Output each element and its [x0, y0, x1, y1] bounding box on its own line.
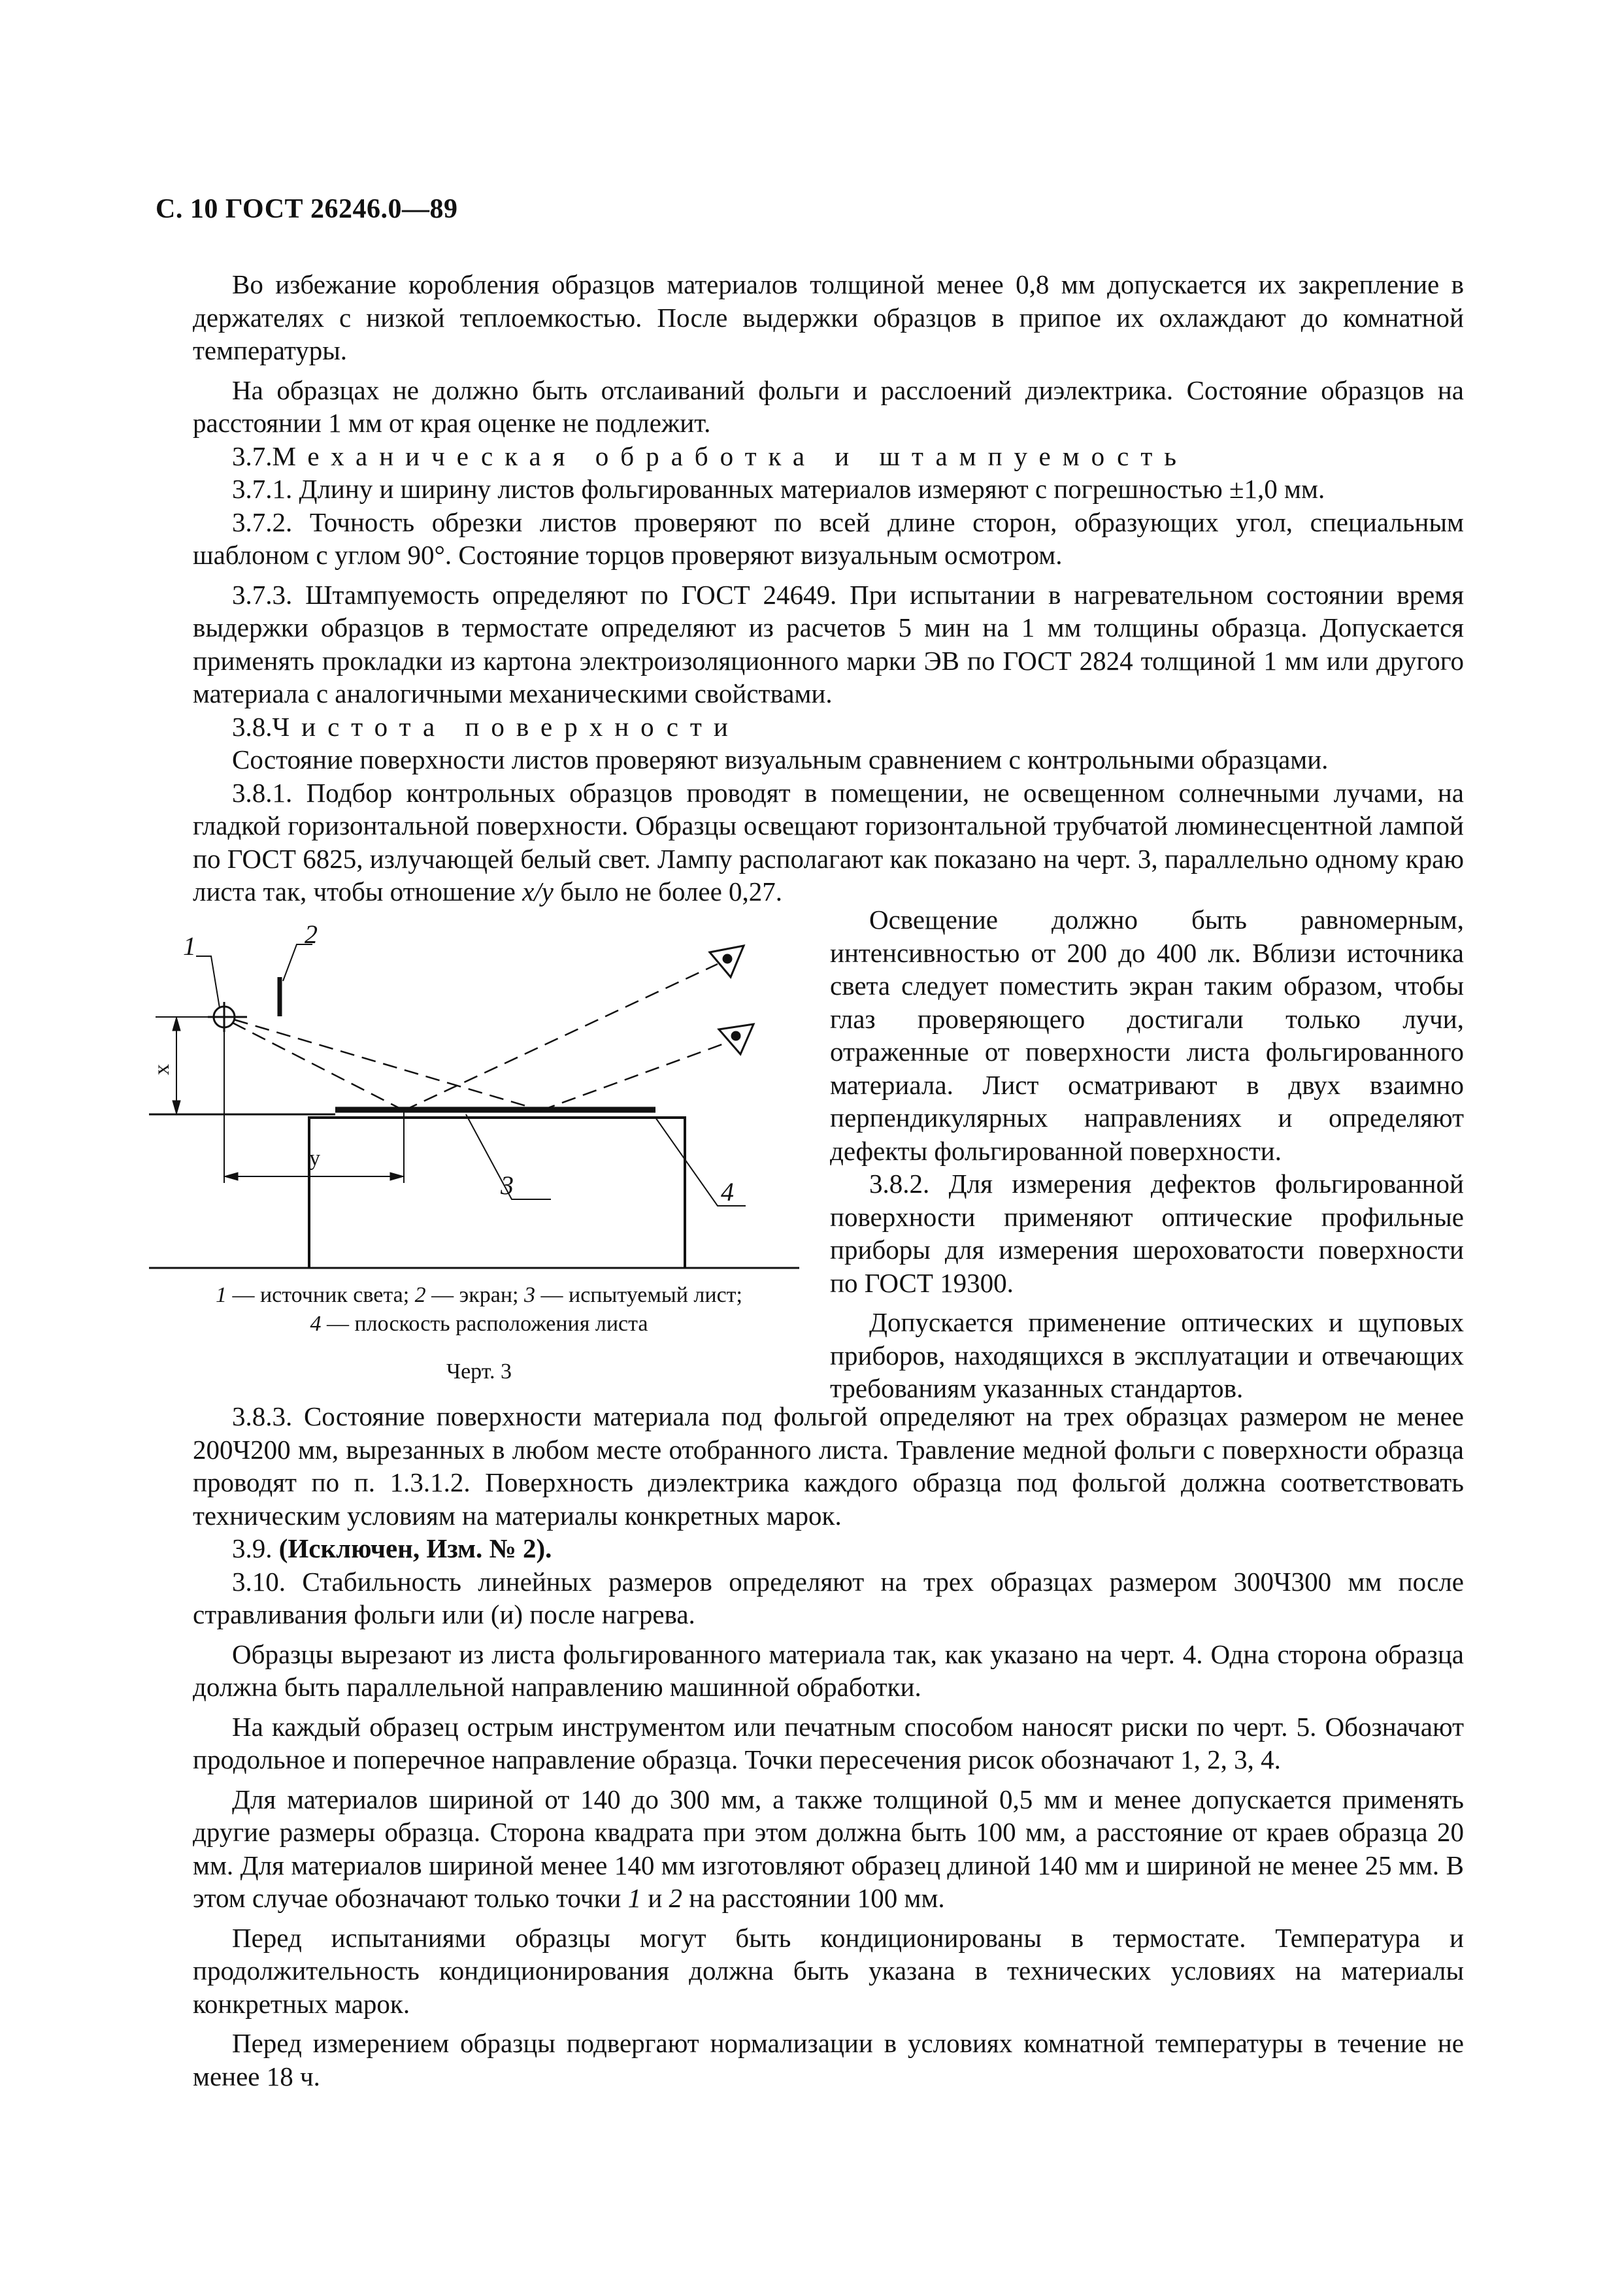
legend-text: — источник света; [226, 1283, 415, 1307]
paragraph: Перед измерением образцы подвергают нормализации в условиях комнатной температуры в течение не менее 18 ч. [193, 2028, 1464, 2091]
figure-legend [156, 1281, 803, 1339]
paragraph: На каждый образец острым инструментом или печатным способом наносят риски по черт. 5. Обозначают продольное и поперечное направление образца. Точки пересечения рисок обозначают 1, 2, 3, 4. [193, 1711, 1464, 1774]
text-run: и [641, 1883, 669, 1913]
paragraph: 3.7.3. Штампуемость определяют по ГОСТ 24649. При испытании в нагревательном состоянии время выдержки образцов в термостате определяют из расчетов 5 мин на 1 мм толщины образца. Допускается применять прокладки из картона электроизоляционного марки ЭВ по ГОСТ 2824 толщиной 1 мм или другого материала с аналогичными механическими свойствами. [193, 579, 1464, 708]
label-y: y [309, 1146, 320, 1171]
label-x: x [150, 1064, 174, 1075]
figure-caption: Черт. 3 [446, 1359, 512, 1384]
lighting-diagram [150, 912, 809, 1278]
text-run: Для материалов шириной от 140 до 300 мм, а также толщиной 0,5 мм и менее допускается применять другие размеры образца. Сторона квадрата при этом должна быть 100 мм, а расстояние от краев образца 20 мм. Для материалов шириной менее 140 мм изготовляют образец длиной 140 мм и шириной не менее 25 мм. В этом случае обозначают только точки [193, 1784, 1464, 1913]
legend-number: 1 [215, 1283, 227, 1307]
paragraph: Образцы вырезают из листа фольгированного материала так, как указано на черт. 4. Одна сторона образца должна быть параллельной направлению машинной обработки. [193, 1639, 1464, 1702]
eye-icon [719, 1024, 754, 1054]
paragraph: Допускается применение оптических и щуповых приборов, находящихся в эксплуатации и отвечающих требованиям указанных стандартов. [830, 1307, 1464, 1403]
legend-number: 4 [310, 1312, 322, 1336]
paragraph: Состояние поверхности листов проверяют визуальным сравнением с контрольными образцами. [232, 744, 1329, 774]
point-label: 2 [669, 1883, 683, 1913]
section-title: Чистота поверхности [272, 711, 740, 742]
section-number: 3.7. [232, 441, 273, 471]
paragraph [193, 1783, 1464, 1915]
legend-text: — испытуемый лист; [535, 1283, 742, 1307]
section-heading-3-8 [193, 710, 1464, 744]
text-block-right [830, 903, 1464, 1405]
paragraph [193, 776, 1464, 908]
label-1: 1 [183, 931, 196, 961]
text-block-bottom [193, 1400, 1464, 2093]
leader-2 [283, 944, 312, 981]
paragraph: 3.10. Стабильность линейных размеров определяют на трех образцах размером 300Ч300 мм после стравливания фольги или (и) после нагрева. [193, 1566, 1464, 1629]
section-number: 3.8. [232, 711, 273, 742]
text-run: было не более 0,27. [553, 876, 783, 907]
label-3: 3 [501, 1171, 514, 1200]
section-title: Механическая обработка и штампуемость [272, 441, 1188, 471]
legend-text: — плоскость расположения листа [321, 1312, 648, 1336]
paragraph: 3.8.3. Состояние поверхности материала под фольгой определяют на трех образцах размером не менее 200Ч200 мм, вырезанных в любом месте отобранного листа. Травление медной фольги с поверхности образца проводят по п. 1.3.1.2. Поверхность диэлектрика каждого образца под фольгой должна соответствовать техническим условиям на материалы конкретных марок. [193, 1401, 1464, 1531]
page-header: С. 10 ГОСТ 26246.0—89 [156, 194, 458, 224]
label-4: 4 [721, 1177, 734, 1206]
paragraph: 3.7.2. Точность обрезки листов проверяют по всей длине сторон, образующих угол, специальным шаблоном с углом 90°. Состояние торцов проверяют визуальным осмотром. [193, 507, 1464, 570]
leader-1 [196, 956, 220, 1008]
paragraph: 3.7.1. Длину и ширину листов фольгированных материалов измеряют с погрешностью ±1,0 мм. [232, 474, 1325, 504]
paragraph: Освещение должно быть равномерным, интенсивностью от 200 до 400 лк. Вблизи источника света следует поместить экран таким образом, чтобы глаз проверяющего достигали только лучи, отраженные от поверхности листа фольгированного материала. Лист осматривают в двух взаимно перпендикулярных направлениях и определяют дефекты фольгированной поверхности. [830, 905, 1464, 1166]
section-heading-3-7 [193, 440, 1464, 473]
paragraph: Перед испытаниями образцы могут быть кондиционированы в термостате. Температура и продолжительность кондиционирования должна быть указана в технических условиях на материалы конкретных марок. [193, 1922, 1464, 2019]
paragraph: 3.8.2. Для измерения дефектов фольгированной поверхности применяют оптические профильные приборы для измерения шероховатости поверхности по ГОСТ 19300. [830, 1169, 1464, 1298]
paragraph [193, 1532, 1464, 1565]
legend-number: 3 [524, 1283, 535, 1307]
label-2: 2 [305, 920, 318, 949]
text-run: 3.8.1. Подбор контрольных образцов проводят в помещении, не освещенном солнечными лучами, на гладкой горизонтальной поверхности. Образцы освещают горизонтальной трубчатой люминесцентной лампой по ГОСТ 6825, излучающей белый свет. Лампу располагают как показано на черт. 3, параллельно одному краю листа так, чтобы отношение [193, 777, 1464, 907]
legend-text: — экран; [425, 1283, 524, 1307]
excluded-note: (Исключен, Изм. № 2). [278, 1533, 552, 1563]
paragraph: Во избежание коробления образцов материалов толщиной менее 0,8 мм допускается их закрепление в держателях с низкой теплоемкостью. После выдержки образцов в припое их охлаждают до комнатной температуры. [193, 269, 1464, 365]
eye-icon [710, 946, 744, 977]
point-label: 1 [627, 1883, 642, 1913]
table-outline [309, 1118, 685, 1268]
ratio-formula: x/y [522, 876, 554, 907]
light-rays [233, 964, 727, 1110]
legend-number: 2 [414, 1283, 426, 1307]
text-run: 3.9. [232, 1533, 273, 1563]
text-run: на расстоянии 100 мм. [682, 1883, 945, 1913]
paragraph: На образцах не должно быть отслаиваний фольги и расслоений диэлектрика. Состояние образцов на расстоянии 1 мм от края оценке не подлежит. [193, 374, 1464, 438]
text-block-top [193, 268, 1464, 908]
